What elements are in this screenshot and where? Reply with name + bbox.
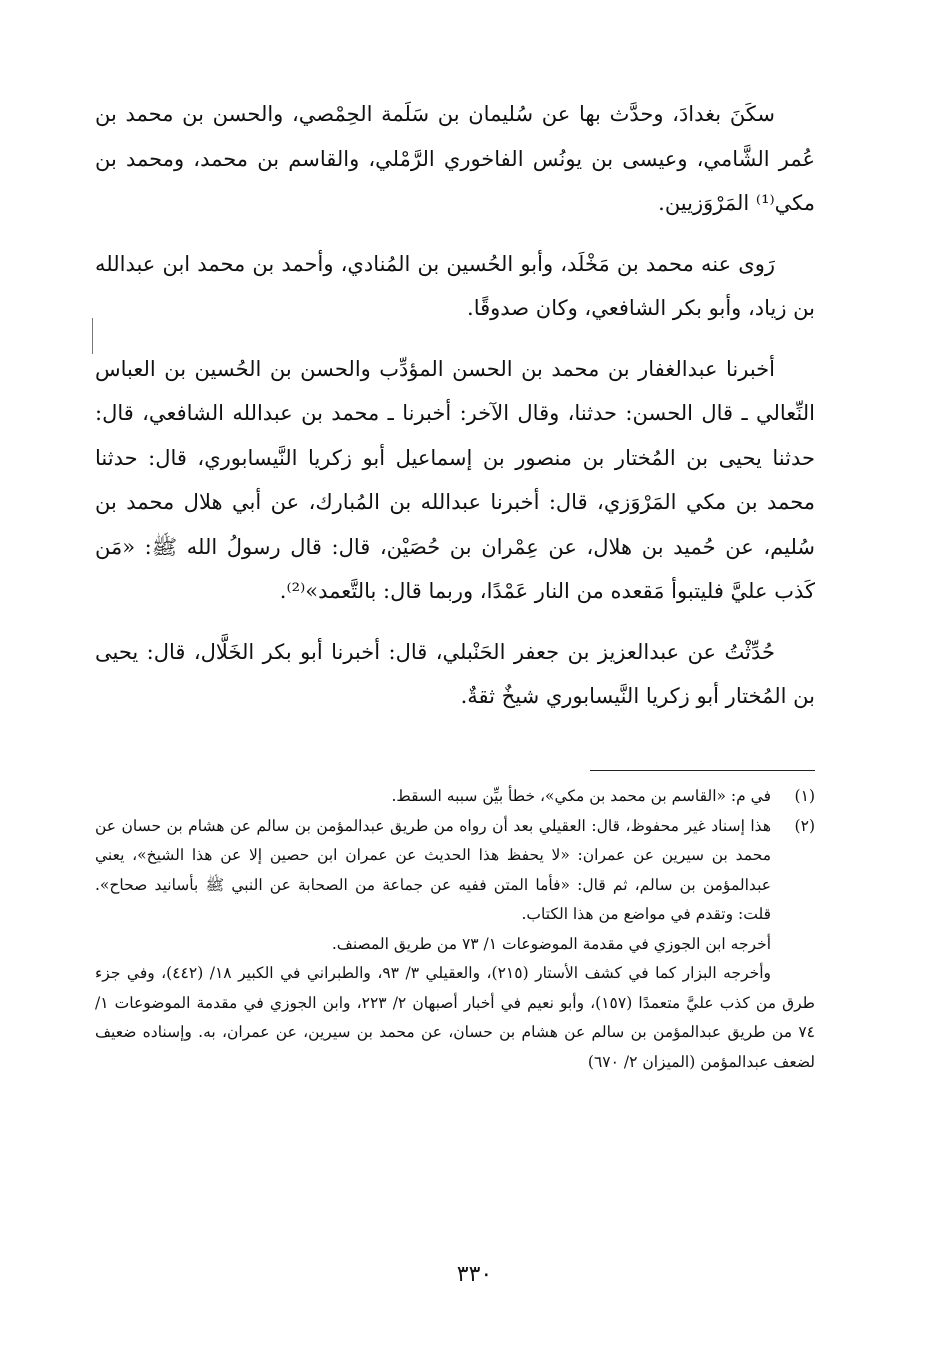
paragraph-hadith: أخبرنا عبدالغفار بن محمد بن الحسن المؤدِّب والحسن بن الحُسين بن العباس النِّعالي ـ قال الحسن: حدثنا، وقال الآخر: أخبرنا ـ محمد بن عبدالله الشافعي، قال: حدثنا يحيى بن المُختار بن منصور بن إسماعيل أبو زكريا النَّيسابوري، قال: حدثنا محمد بن مكي المَرْوَزي، قال: أخبرنا عبدالله بن المُبارك، عن أبي هلال محمد بن سُليم، عن حُميد بن هلال، عن عِمْران بن حُصَيْن، قال: قال رسولُ الله ﷺ: «مَن كَذب عليَّ فليتبوأ مَقعده من النار عَمْدًا، وربما قال: بالتَّعمد»⁽²⁾. (95, 356, 815, 603)
page-number: ٣٣٠ (456, 1262, 493, 1287)
footnote-separator (590, 770, 815, 771)
main-text (95, 92, 815, 719)
footnote (95, 782, 815, 812)
footnote (95, 812, 815, 930)
footnote-number: (١) (794, 787, 815, 805)
footnote-text: في م: «القاسم بن محمد بن مكي»، خطأ بيِّن سببه السقط. (391, 787, 771, 805)
paragraph-biography: سكَنَ بغدادَ، وحدَّث بها عن سُليمان بن سَلَمة الحِمْصي، والحسن بن محمد بن عُمر الشَّامي، وعيسى بن يونُس الفاخوري الرَّمْلي، والقاسم بن محمد، ومحمد بن مكي⁽¹⁾ المَرْوَزيين. (95, 102, 815, 215)
footnote-number: (٢) (794, 816, 815, 835)
footnote-continuation: وأخرجه البزار كما في كشف الأستار (٢١٥)، والعقيلي ٣/ ٩٣، والطبراني في الكبير ١٨/ (٤٤٢)، وفي جزء طرق من كذب عليَّ متعمدًا (١٥٧)، وأبو نعيم في أخبار أصبهان ٢/ ٢٢٣، وابن الجوزي في مقدمة الموضوعات ١/ ٧٤ من طريق عبدالمؤمن بن سالم عن هشام بن حسان، عن محمد بن سيرين، عن عمران، به. وإسناده ضعيف لضعف عبدالمؤمن (الميزان ٢/ ٦٧٠) (95, 964, 815, 1071)
scan-artifact-line (92, 318, 93, 354)
paragraph-narrators: رَوى عنه محمد بن مَخْلَد، وأبو الحُسين بن المُنادي، وأحمد بن محمد ابن عبدالله بن زياد، وأبو بكر الشافعي، وكان صدوقًا. (95, 251, 815, 320)
footnote-continuation: أخرجه ابن الجوزي في مقدمة الموضوعات ١/ ٧٣ من طريق المصنف. (331, 934, 771, 953)
paragraph-grading: حُدِّثْتُ عن عبدالعزيز بن جعفر الحَنْبلي، قال: أخبرنا أبو بكر الخَلَّال، قال: يحيى بن المُختار أبو زكريا النَّيسابوري شيخٌ ثقةٌ. (95, 639, 815, 708)
footnotes (95, 782, 815, 1077)
footnote-text: هذا إسناد غير محفوظ، قال: العقيلي بعد أن رواه من طريق عبدالمؤمن بن سالم عن هشام بن حسان عن محمد بن سيرين عن عمران: «لا يحفظ هذا الحديث عن عمران ابن حصين إلا عن هذا الشيخ»، يعني عبدالمؤمن بن سالم، ثم قال: «فأما المتن ففيه عن جماعة من الصحابة عن النبي ﷺ بأسانيد صحاح». قلت: وتقدم في مواضع من هذا الكتاب. (95, 816, 771, 923)
